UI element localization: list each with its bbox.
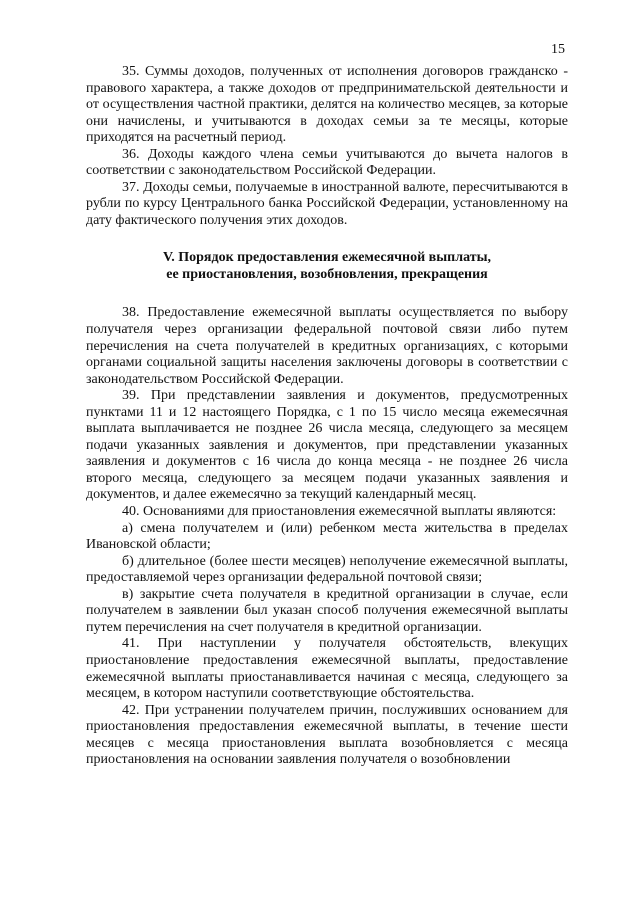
document-body [86,64,568,769]
paragraph-35: 35. Суммы доходов, полученных от исполнения договоров гражданско - правового характера, а также доходов от предпринимательской деятельности и от осуществления частной практики, делятся на количество месяцев, за которые они начислены, и учитываются в доходах семьи за те месяцы, которые приходятся на расчетный период. [86,64,568,146]
paragraph-40-b: б) длительное (более шести месяцев) неполучение ежемесячной выплаты, предоставляемой через организации федеральной почтовой связи; [86,553,568,586]
section-heading-line-2: ее приостановления, возобновления, прекращения [166,267,488,283]
paragraph-36: 36. Доходы каждого члена семьи учитываются до вычета налогов в соответствии с законодательством Российской Федерации. [86,146,568,179]
section-heading [86,249,568,283]
paragraph-42: 42. При устранении получателем причин, послуживших основанием для приостановления предоставления ежемесячной выплаты, в течение шести месяцев с месяца приостановления выплата возобновляется с месяца приостановления на основании заявления получателя о возобновлении [86,702,568,768]
paragraph-37: 37. Доходы семьи, получаемые в иностранной валюте, пересчитываются в рубли по курсу Центрального банка Российской Федерации, установленному на дату фактического получения этих доходов. [86,179,568,228]
paragraph-39: 39. При представлении заявления и документов, предусмотренных пунктами 11 и 12 настоящего Порядка, с 1 по 15 число месяца ежемесячная выплата выплачивается не позднее 26 числа месяца, следующего за месяцем подачи указанных заявления и документов, при представлении указанных заявления и документов с 16 числа до конца месяца - не позднее 26 числа второго месяца, следующего за месяцем подачи указанных заявления и документов, и далее ежемесячно за текущий календарный месяц. [86,388,568,503]
paragraph-38: 38. Предоставление ежемесячной выплаты осуществляется по выбору получателя через организации федеральной почтовой связи либо путем перечисления на счета получателей в кредитных организациях, с которыми органами социальной защиты населения заключены договоры в соответствии с законодательством Российской Федерации. [86,305,568,387]
page-number: 15 [551,42,565,57]
section-heading-line-1: V. Порядок предоставления ежемесячной выплаты, [162,250,492,266]
paragraph-41: 41. При наступлении у получателя обстоятельств, влекущих приостановление предоставления ежемесячной выплаты, предоставление ежемесячной выплаты приостанавливается начиная с месяца, следующего за месяцем, в котором наступили соответствующие обстоятельства. [86,636,568,702]
paragraph-40-c: в) закрытие счета получателя в кредитной организации в случае, если получателем в заявлении был указан способ получения ежемесячной выплаты путем перечисления на счет получателя в кредитной организации. [86,586,568,635]
paragraph-40-a: а) смена получателем и (или) ребенком места жительства в пределах Ивановской области; [86,520,568,553]
paragraph-40: 40. Основаниями для приостановления ежемесячной выплаты являются: [122,504,557,520]
